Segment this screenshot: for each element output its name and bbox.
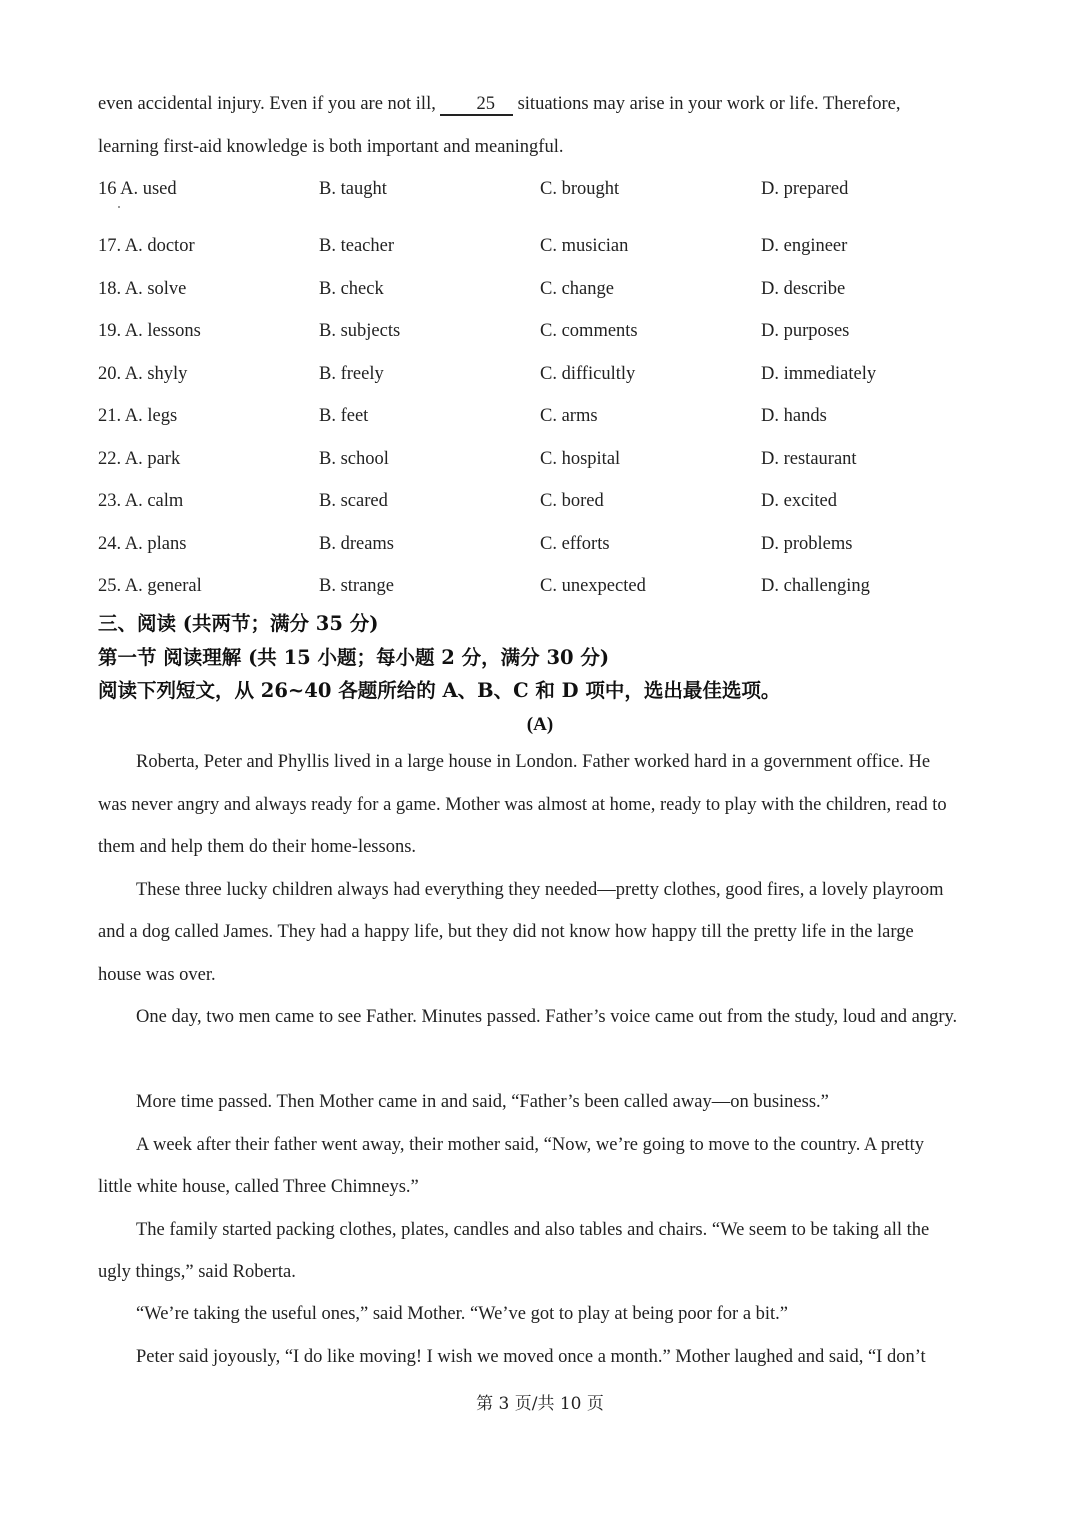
- option-b: B. strange: [319, 576, 395, 596]
- option-c: C. arms: [540, 406, 598, 426]
- option-c: C. brought: [540, 179, 620, 199]
- option-c: C. difficultly: [540, 364, 636, 384]
- option-b: B. subjects: [319, 321, 401, 341]
- option-d: D. prepared: [761, 179, 849, 199]
- option-c: C. musician: [540, 236, 629, 256]
- option-row-16: [98, 177, 998, 201]
- option-a: 21. A. legs: [98, 406, 178, 426]
- option-b: B. freely: [319, 364, 384, 384]
- option-d: D. excited: [761, 491, 838, 511]
- option-c: C. hospital: [540, 449, 621, 469]
- option-row-18: [98, 277, 998, 301]
- option-d: D. immediately: [761, 364, 877, 384]
- option-d: D. problems: [761, 534, 853, 554]
- page-number: 第 3 页/共 10 页: [476, 1394, 604, 1414]
- passage-line: and a dog called James. They had a happy life, but they did not know how happy till the pretty life in the large: [98, 922, 914, 942]
- option-a: 16 A. used: [98, 179, 177, 199]
- option-a: 24. A. plans: [98, 534, 187, 554]
- option-a: 23. A. calm: [98, 491, 184, 511]
- scan-speck: [118, 206, 120, 208]
- option-d: D. restaurant: [761, 449, 857, 469]
- option-c: C. bored: [540, 491, 604, 511]
- option-row-24: [98, 532, 998, 556]
- option-row-19: [98, 319, 998, 343]
- option-a: 18. A. solve: [98, 279, 187, 299]
- option-a: 17. A. doctor: [98, 236, 195, 256]
- option-b: B. check: [319, 279, 384, 299]
- option-row-21: [98, 404, 998, 428]
- passage-line: ugly things,” said Roberta.: [98, 1262, 296, 1282]
- option-d: D. challenging: [761, 576, 870, 596]
- option-d: D. hands: [761, 406, 827, 426]
- option-row-17: [98, 234, 998, 258]
- passage-line: These three lucky children always had everything they needed—pretty clothes, good fires, a lovely playroom: [136, 880, 944, 900]
- option-c: C. change: [540, 279, 614, 299]
- passage-line: A week after their father went away, their mother said, “Now, we’re going to move to the country. A pretty: [136, 1135, 925, 1155]
- option-a: 25. A. general: [98, 576, 202, 596]
- option-b: B. feet: [319, 406, 369, 426]
- option-c: C. efforts: [540, 534, 610, 554]
- option-d: D. purposes: [761, 321, 850, 341]
- option-d: D. describe: [761, 279, 846, 299]
- passage-line: house was over.: [98, 965, 216, 985]
- reading-instruction: 阅读下列短文，从 26~40 各题所给的 A、B、C 和 D 项中，选出最佳选项。: [98, 679, 781, 702]
- option-row-22: [98, 447, 998, 471]
- cloze-text-before: even accidental injury. Even if you are not ill,: [98, 94, 441, 114]
- passage-label: (A): [526, 714, 554, 735]
- part-title: 第一节 阅读理解 (共 15 小题；每小题 2 分，满分 30 分): [98, 646, 610, 669]
- option-row-20: [98, 362, 998, 386]
- cloze-passage-line: [98, 92, 901, 116]
- option-row-23: [98, 489, 998, 513]
- passage-line: Peter said joyously, “I do like moving! I wish we moved once a month.” Mother laughed and said, “I don’t: [136, 1347, 926, 1367]
- option-c: C. comments: [540, 321, 638, 341]
- option-b: B. dreams: [319, 534, 395, 554]
- passage-line: One day, two men came to see Father. Minutes passed. Father’s voice came out from the study, loud and angry.: [136, 1007, 958, 1027]
- passage-line: The family started packing clothes, plates, candles and also tables and chairs. “We seem to be taking all the: [136, 1220, 930, 1240]
- passage-line: was never angry and always ready for a game. Mother was almost at home, ready to play with the children, read to: [98, 795, 947, 815]
- option-row-25: [98, 574, 998, 598]
- option-a: 22. A. park: [98, 449, 181, 469]
- cloze-text-after: situations may arise in your work or life. Therefore,: [512, 94, 901, 114]
- option-a: 20. A. shyly: [98, 364, 188, 384]
- passage-line: them and help them do their home-lessons.: [98, 837, 417, 857]
- option-a: 19. A. lessons: [98, 321, 201, 341]
- section-title: 三、阅读 (共两节；满分 35 分): [98, 612, 379, 635]
- cloze-passage-line: learning first-aid knowledge is both important and meaningful.: [98, 137, 564, 157]
- passage-line: little white house, called Three Chimneys.”: [98, 1177, 419, 1197]
- passage-line: “We’re taking the useful ones,” said Mother. “We’ve got to play at being poor for a bit.”: [136, 1304, 789, 1324]
- cloze-blank-25: 25: [440, 94, 513, 116]
- passage-line: Roberta, Peter and Phyllis lived in a large house in London. Father worked hard in a government office. He: [136, 752, 931, 772]
- option-d: D. engineer: [761, 236, 848, 256]
- option-b: B. teacher: [319, 236, 394, 256]
- option-b: B. scared: [319, 491, 388, 511]
- option-b: B. school: [319, 449, 389, 469]
- option-b: B. taught: [319, 179, 387, 199]
- option-c: C. unexpected: [540, 576, 646, 596]
- passage-line: More time passed. Then Mother came in and said, “Father’s been called away—on business.”: [136, 1092, 829, 1112]
